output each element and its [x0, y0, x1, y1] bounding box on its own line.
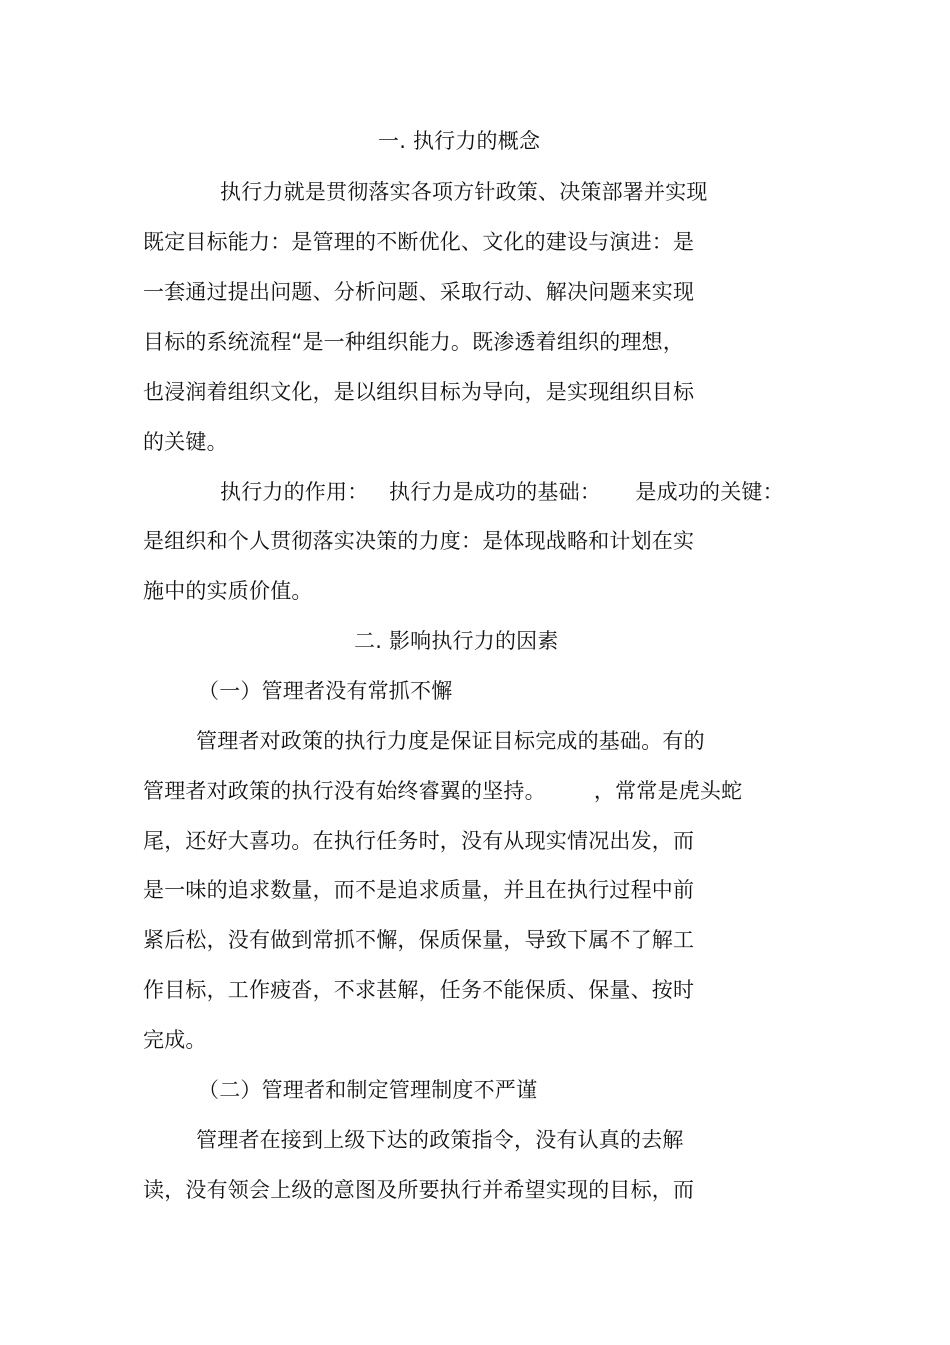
section-heading-2: 二. 影响执行力的因素 — [354, 629, 559, 653]
section-heading-1: 一. 执行力的概念 — [378, 129, 541, 153]
paragraph-line: 执行力就是贯彻落实各项方针政策、决策部署并实现 — [220, 180, 708, 204]
paragraph-line: 一套通过提出问题、分析问题、采取行动、解决问题来实现 — [143, 280, 695, 304]
paragraph-line: 完成。 — [143, 1028, 207, 1052]
paragraph-line: 读，没有领会上级的意图及所要执行并希望实现的目标，而 — [143, 1178, 695, 1202]
paragraph-line: 管理者在接到上级下达的政策指令，没有认真的去解 — [196, 1128, 684, 1152]
paragraph-line: 尾，还好大喜功。在执行任务时，没有从现实情况出发，而 — [143, 829, 695, 853]
paragraph-line: 也浸润着组织文化，是以组织目标为导向，是实现组织目标 — [143, 380, 695, 404]
paragraph-line: 是一味的追求数量，而不是追求质量，并且在执行过程中前 — [143, 878, 695, 902]
subsection-heading-2: （二）管理者和制定管理制度不严谨 — [198, 1078, 538, 1102]
paragraph-line: 施中的实质价值。 — [143, 579, 313, 603]
paragraph-line: 执行力的作用： 执行力是成功的基础： 是成功的关键： — [220, 480, 784, 504]
subsection-heading-1: （一）管理者没有常抓不懈 — [198, 679, 453, 703]
paragraph-line: 作目标，工作疲沓，不求甚解，任务不能保质、保量、按时 — [143, 978, 695, 1002]
paragraph-line: 的关键。 — [143, 430, 228, 454]
paragraph-line: 管理者对政策的执行力度是保证目标完成的基础。有的 — [196, 729, 705, 753]
paragraph-line: 既定目标能力：是管理的不断优化、文化的建设与演进：是 — [143, 230, 695, 254]
paragraph-line: 紧后松，没有做到常抓不懈，保质保量，导致下属不了解工 — [143, 928, 695, 952]
paragraph-line: 管理者对政策的执行没有始终睿翼的坚持。 ，常常是虎头蛇 — [143, 779, 743, 803]
paragraph-line: 目标的系统流程“是一种组织能力。既渗透着组织的理想， — [143, 330, 685, 354]
paragraph-line: 是组织和个人贯彻落实决策的力度：是体现战略和计划在实 — [143, 529, 695, 553]
